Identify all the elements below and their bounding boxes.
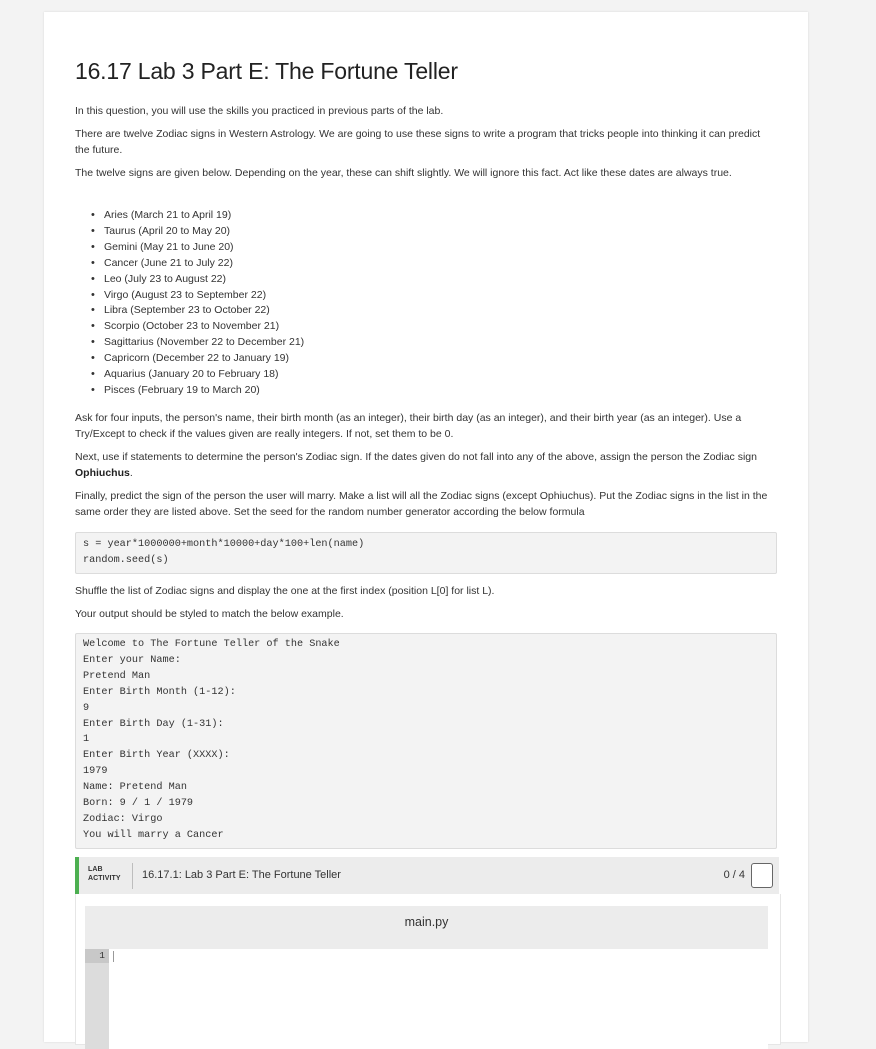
code-line: random.seed(s): [83, 555, 169, 566]
lab-score: 0 / 4: [723, 869, 745, 881]
shuffle-paragraph: Shuffle the list of Zodiac signs and display the one at the first index (position L[0] for list L).: [75, 585, 495, 597]
completion-checkbox[interactable]: [751, 863, 773, 888]
zodiac-intro-paragraph: There are twelve Zodiac signs in Western Astrology. We are going to use these signs to write a program that tricks people into thinking it can predict the future.: [75, 128, 761, 156]
line-number: 1: [85, 949, 109, 963]
list-item: • Pisces (February 19 to March 20): [75, 383, 304, 399]
list-item: • Aquarius (January 20 to February 18): [75, 367, 304, 383]
list-item: • Scorpio (October 23 to November 21): [75, 319, 304, 335]
lab-title: 16.17.1: Lab 3 Part E: The Fortune Teller: [142, 869, 341, 881]
zodiac-sign-list: [75, 208, 304, 399]
intro-paragraph: In this question, you will use the skills you practiced in previous parts of the lab.: [75, 105, 444, 117]
code-editor[interactable]: [85, 949, 768, 1049]
signs-intro-paragraph: The twelve signs are given below. Depending on the year, these can shift slightly. We will ignore this fact. Act like these dates are always true.: [75, 167, 732, 179]
line-number-gutter: [85, 949, 109, 1049]
list-item: • Virgo (August 23 to September 22): [75, 288, 304, 304]
output-line: Enter your Name:: [83, 654, 181, 666]
list-item: • Taurus (April 20 to May 20): [75, 224, 304, 240]
list-item: • Capricorn (December 22 to January 19): [75, 351, 304, 367]
output-line: Pretend Man: [83, 670, 151, 682]
list-item: • Aries (March 21 to April 19): [75, 208, 304, 224]
ophiuchus-text: Ophiuchus: [75, 467, 130, 479]
output-line: 9: [83, 702, 90, 714]
output-line: Enter Birth Year (XXXX):: [83, 750, 230, 762]
marry-paragraph: Finally, predict the sign of the person the user will marry. Make a list will all the Zodiac signs (except Ophiuchus). Put the Zodiac signs in the list in the same order they are listed above. Set the seed for the random number generator according the below formula: [75, 490, 768, 518]
file-name: main.py: [404, 915, 449, 929]
lab-activity-tag: [88, 865, 121, 883]
output-line: Name: Pretend Man: [83, 782, 187, 794]
file-name-bar: [85, 906, 768, 949]
output-line: 1: [83, 734, 90, 746]
lab-activity-body: [75, 894, 781, 1045]
if-text-end: .: [129, 467, 133, 479]
page-title: 16.17 Lab 3 Part E: The Fortune Teller: [75, 58, 458, 84]
output-line: Born: 9 / 1 / 1979: [83, 798, 194, 810]
list-item: • Sagittarius (November 22 to December 21): [75, 335, 304, 351]
seed-code-block: [75, 532, 777, 574]
code-line: s = year*1000000+month*10000+day*100+len(name): [83, 539, 365, 550]
text-cursor: [113, 951, 114, 962]
output-line: Enter Birth Day (1-31):: [83, 718, 224, 730]
output-line: Zodiac: Virgo: [83, 813, 163, 825]
lab-tag-line: LAB: [88, 866, 103, 873]
divider: [132, 863, 133, 889]
list-item: • Leo (July 23 to August 22): [75, 272, 304, 288]
if-statements-paragraph: [75, 449, 775, 481]
content-card: [44, 12, 808, 1042]
output-paragraph: Your output should be styled to match the below example.: [75, 608, 344, 620]
list-item: • Cancer (June 21 to July 22): [75, 256, 304, 272]
output-line: You will marry a Cancer: [83, 829, 224, 841]
inputs-paragraph: Ask for four inputs, the person's name, their birth month (as an integer), their birth day (as an integer), and their birth year (as an integer). Use a Try/Except to check if the values given are really integers. If not, set them to be 0.: [75, 412, 742, 440]
list-item: • Libra (September 23 to October 22): [75, 303, 304, 319]
output-line: Enter Birth Month (1-12):: [83, 686, 236, 698]
if-text: Next, use if statements to determine the person's Zodiac sign. If the dates given do not fall into any of the above, assign the person the Zodiac sign: [75, 451, 757, 463]
lab-tag-line: ACTIVITY: [88, 875, 121, 882]
example-output-block: [75, 633, 777, 849]
lab-activity-header: [75, 857, 779, 894]
output-line: 1979: [83, 766, 108, 778]
output-line: Welcome to The Fortune Teller of the Snake: [83, 639, 340, 650]
list-item: • Gemini (May 21 to June 20): [75, 240, 304, 256]
